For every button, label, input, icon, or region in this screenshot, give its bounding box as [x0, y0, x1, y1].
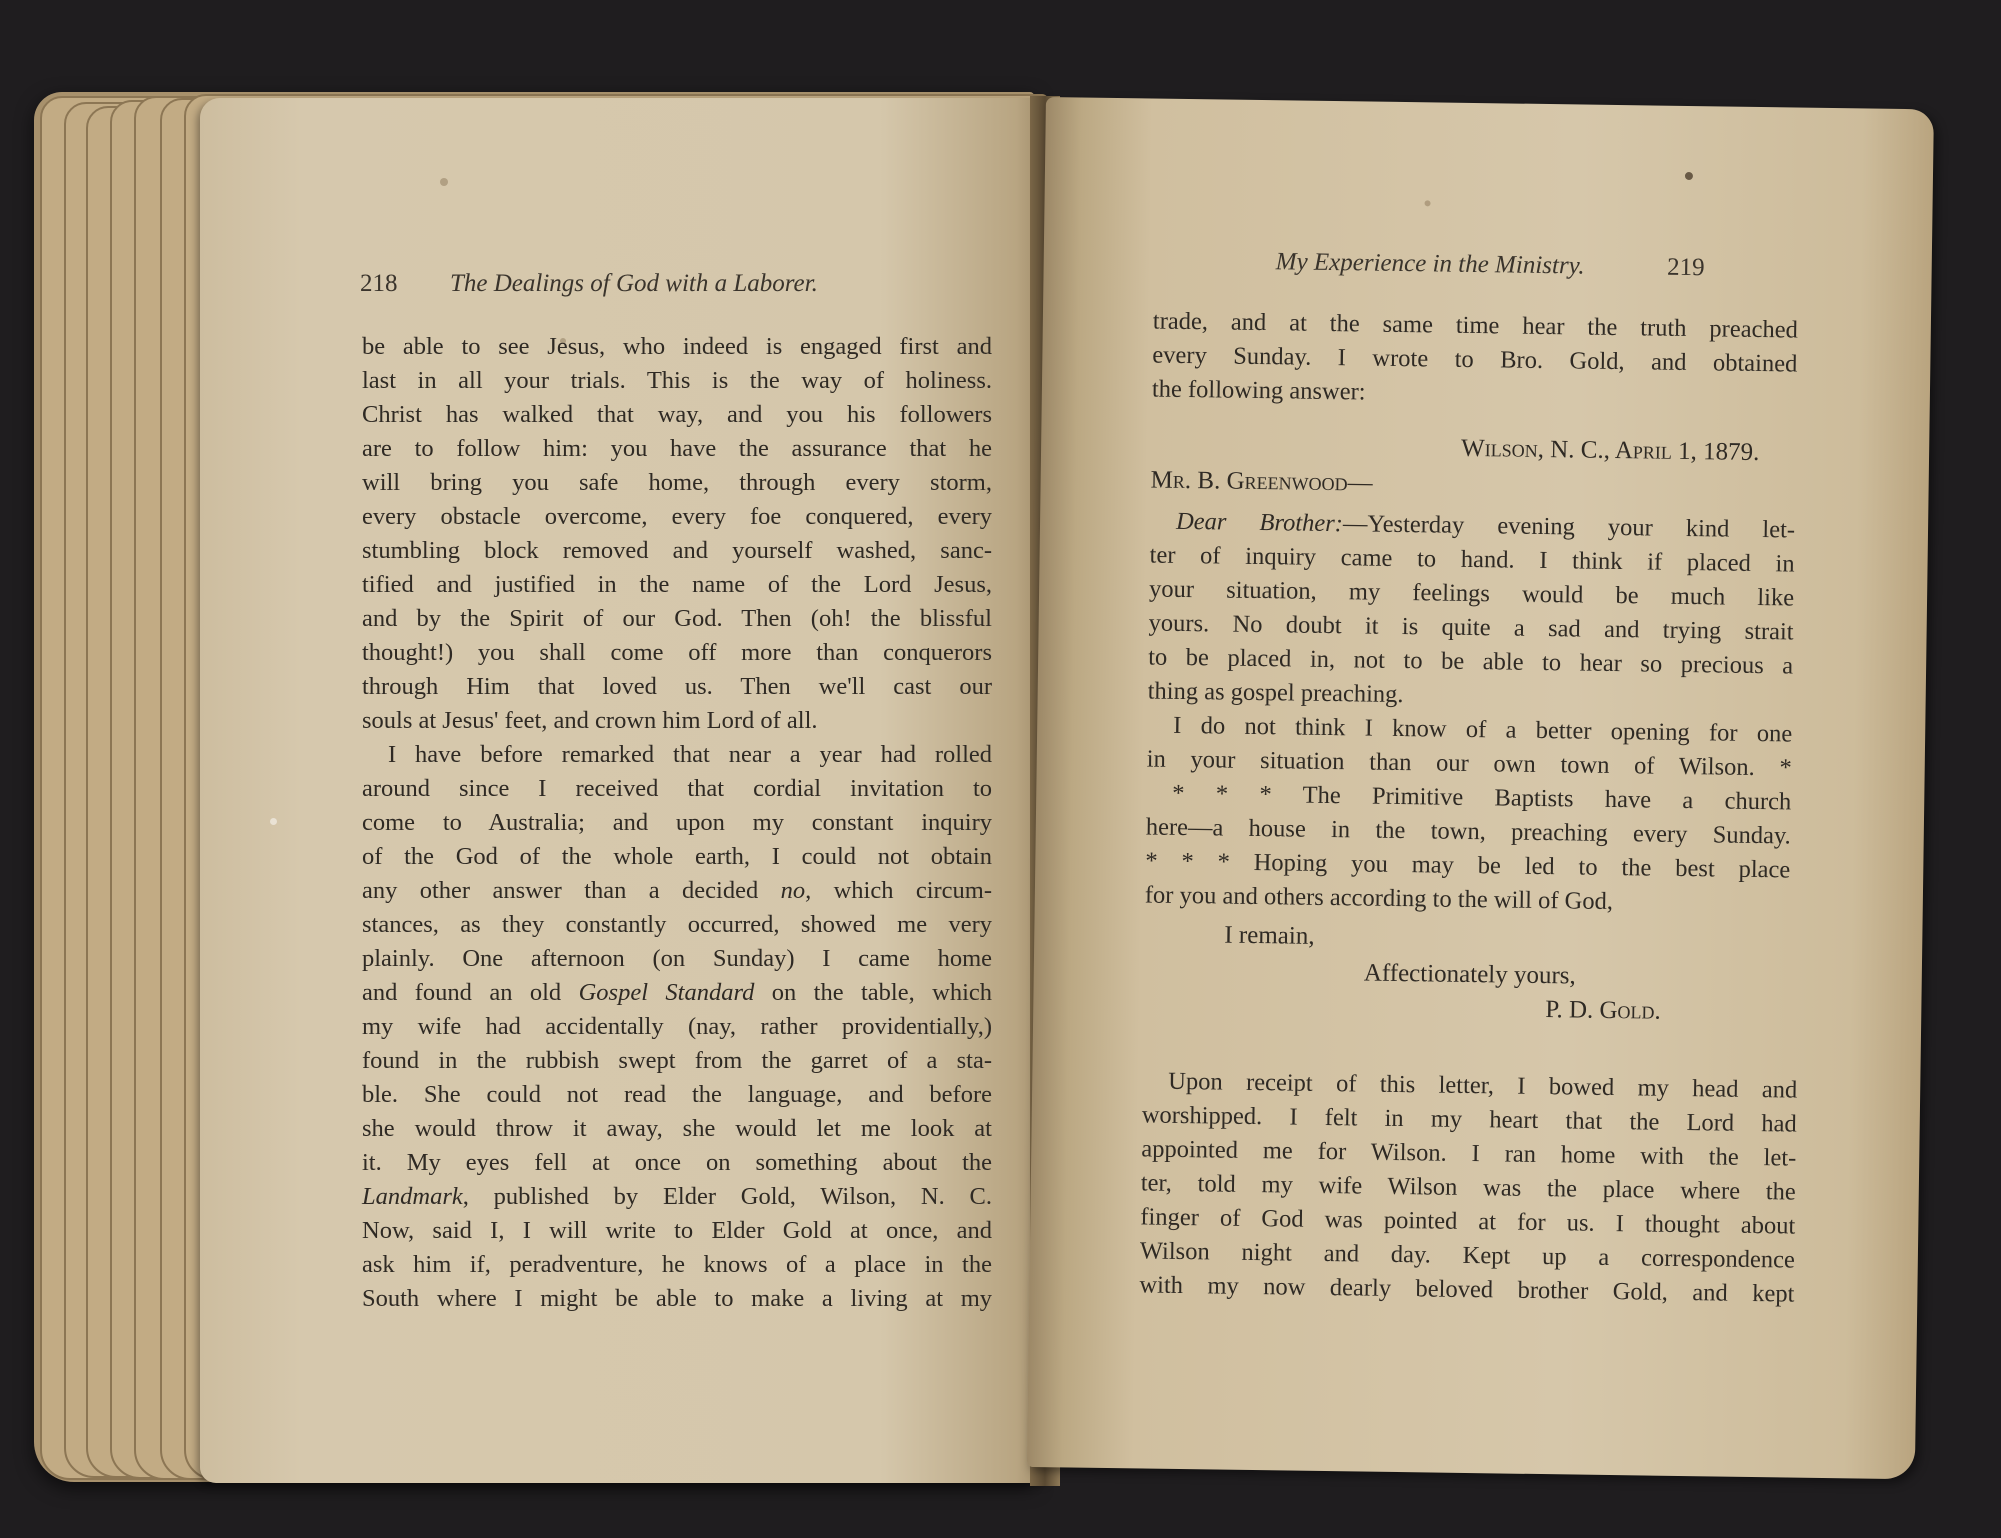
text-fragment: any other answer than a decided [362, 877, 759, 904]
text-line: to be placed in, not to be able to hear so precious a [1148, 643, 1794, 680]
text-line: ter, told my wife Wilson was the place where the [1140, 1169, 1796, 1206]
text-line: Christ has walked that way, and you his followers [362, 401, 992, 428]
text-line: ter of inquiry came to hand. I think if placed in [1149, 541, 1795, 578]
text-line: in your situation than our own town of Wilson. * [1146, 745, 1792, 782]
letter-greeting: Dear Brother: [1175, 507, 1344, 538]
letter-closing: Affectionately yours, [1363, 959, 1576, 990]
left-body-text [362, 330, 992, 1316]
text-fragment: —Yesterday evening your kind let- [1342, 510, 1796, 544]
text-line: found in the rubbish swept from the garret of a sta- [362, 1047, 992, 1074]
letter-place-date: Wilson, N. C., April 1, 1879. [1460, 434, 1760, 466]
italic-title: Gospel Standard [578, 979, 755, 1006]
text-line: around since I received that cordial invitation to [362, 775, 992, 802]
letter-body [1145, 504, 1796, 921]
text-line: trade, and at the same time hear the truth preached [1152, 307, 1799, 344]
text-line: stances, as they constantly occurred, showed me very [362, 911, 992, 938]
text-line: are to follow him: you have the assurance that he [362, 435, 992, 462]
letter-signature: P. D. Gold. [1545, 996, 1661, 1025]
text-line [362, 874, 992, 908]
text-line: come to Australia; and upon my constant inquiry [362, 809, 992, 836]
right-body-text-bottom [1139, 1064, 1797, 1311]
text-fragment: on the table, which [754, 979, 993, 1006]
text-line: thought!) you shall come off more than conquerors [362, 639, 992, 666]
text-fragment: which circum- [811, 877, 992, 904]
right-page [1027, 97, 1934, 1479]
text-line: last in all your trials. This is the way of holiness. [362, 367, 992, 394]
text-line: the following answer: [1151, 375, 1366, 406]
text-line: Now, said I, I will write to Elder Gold at once, and [362, 1217, 992, 1244]
text-line: Upon receipt of this letter, I bowed my head and [1168, 1067, 1798, 1104]
text-line: thing as gospel preaching. [1147, 677, 1404, 709]
text-line: I do not think I know of a better opening for one [1173, 711, 1793, 748]
text-line: of the God of the whole earth, I could not obtain [362, 843, 992, 870]
text-line: and by the Spirit of our God. Then (oh! the blissful [362, 605, 992, 632]
right-running-head [1276, 248, 1705, 282]
text-line: ask him if, peradventure, he knows of a place in the [362, 1251, 992, 1278]
text-line: through Him that loved us. Then we'll cast our [362, 673, 992, 700]
text-line: yours. No doubt it is quite a sad and trying strait [1148, 609, 1794, 646]
text-line: worshipped. I felt in my heart that the Lord had [1141, 1101, 1797, 1138]
text-fragment: , published by Elder Gold, Wilson, N. C. [462, 1183, 992, 1210]
text-line: stumbling block removed and yourself washed, sanc- [362, 537, 992, 564]
text-line: * * * The Primitive Baptists have a church [1172, 779, 1792, 816]
foxing-spot [440, 178, 448, 186]
text-line: she would throw it away, she would let me look at [362, 1115, 992, 1142]
foxing-spot [270, 818, 277, 825]
text-line: * * * Hoping you may be led to the best place [1145, 847, 1791, 884]
letter-remain: I remain, [1224, 921, 1315, 950]
right-body-text-top [1152, 305, 1798, 416]
text-line: every Sunday. I wrote to Bro. Gold, and obtained [1152, 341, 1798, 378]
running-title: The Dealings of God with a Laborer. [450, 270, 818, 297]
text-line: your situation, my feelings would be much like [1148, 575, 1795, 612]
text-line: South where I might be able to make a living at my [362, 1285, 992, 1312]
italic-word: no, [780, 877, 812, 904]
text-line: here—a house in the town, preaching every Sunday. [1145, 813, 1791, 850]
text-line: souls at Jesus' feet, and crown him Lord of all. [362, 707, 818, 734]
text-line: every obstacle overcome, every foe conquered, every [362, 503, 992, 530]
italic-title: Landmark [362, 1183, 463, 1210]
foxing-spot [1685, 172, 1693, 180]
text-line: tified and justified in the name of the Lord Jesus, [362, 571, 992, 598]
foxing-spot [1425, 200, 1431, 206]
left-running-head [360, 270, 818, 298]
text-line: Wilson night and day. Kept up a correspondence [1139, 1237, 1796, 1274]
text-line: with my now dearly beloved brother Gold, and kept [1139, 1271, 1795, 1308]
text-line: will bring you safe home, through every storm, [362, 469, 992, 496]
text-line: for you and others according to the will of God, [1144, 881, 1614, 915]
text-line: be able to see Jesus, who indeed is engaged first and [362, 333, 992, 360]
text-line: I have before remarked that near a year had rolled [388, 741, 992, 768]
text-line: it. My eyes fell at once on something about the [362, 1149, 992, 1176]
text-line: finger of God was pointed at for us. I thought about [1140, 1203, 1796, 1240]
text-line [362, 1180, 992, 1214]
page-number: 218 [360, 270, 398, 297]
text-fragment: and found an old [362, 979, 562, 1006]
running-title: My Experience in the Ministry. [1275, 248, 1585, 280]
text-line [362, 976, 992, 1010]
left-page [200, 98, 1050, 1483]
text-line: plainly. One afternoon (on Sunday) I came home [362, 945, 992, 972]
text-line: appointed me for Wilson. I ran home with the let- [1141, 1135, 1797, 1172]
letter-salutation: Mr. B. Greenwood— [1150, 466, 1373, 497]
page-number: 219 [1666, 253, 1705, 282]
text-line: my wife had accidentally (nay, rather providentially,) [362, 1013, 992, 1040]
text-line: ble. She could not read the language, and before [362, 1081, 992, 1108]
